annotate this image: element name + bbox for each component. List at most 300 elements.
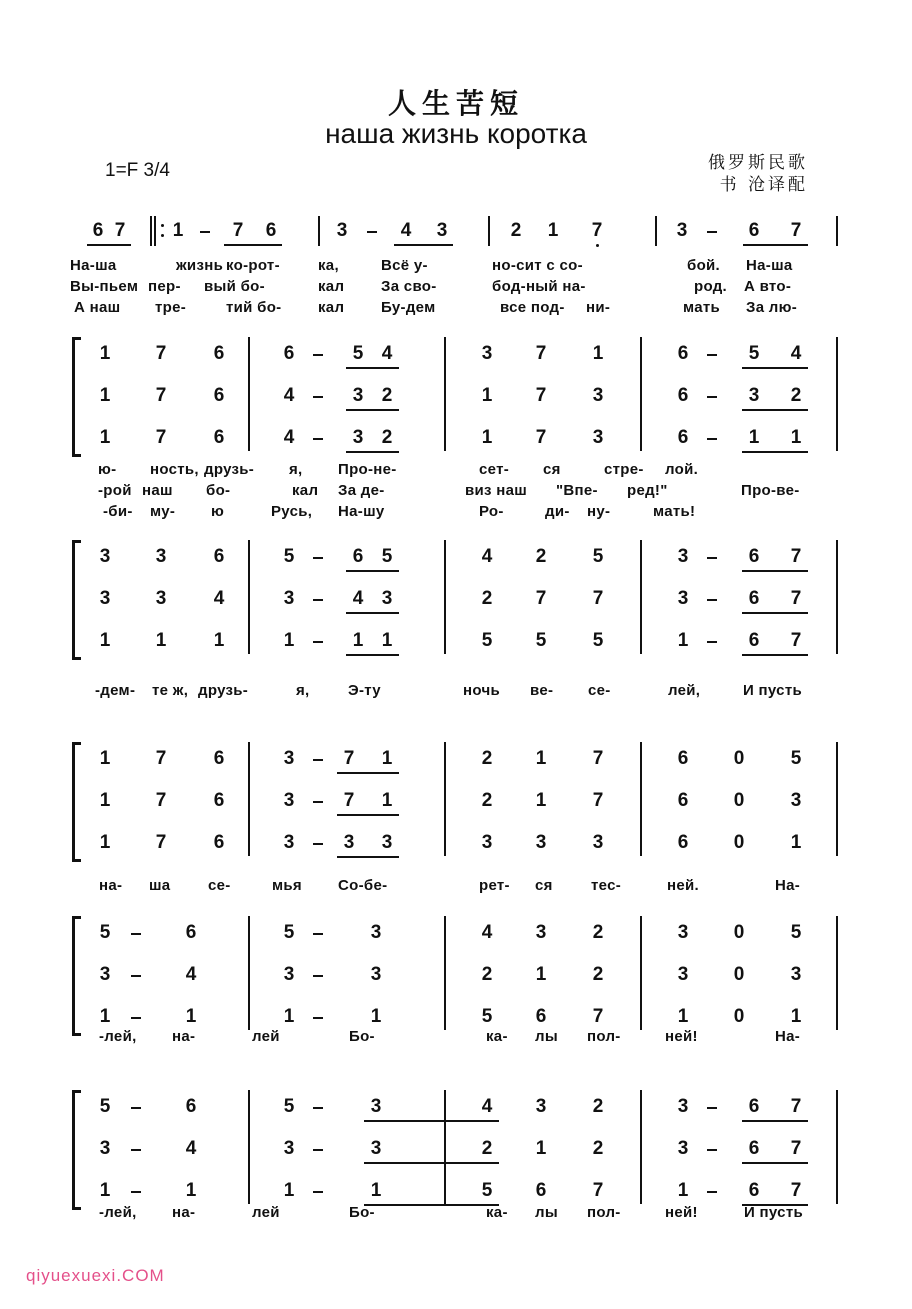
note: 3 [790,964,802,985]
lyric-word: ша [149,877,171,894]
note: 3 [336,220,348,241]
note: 1 [790,832,802,853]
system-brace [72,337,81,457]
lyric-word: лей [252,1028,280,1045]
note: 6 [748,1180,760,1201]
note: 1 [99,748,111,769]
lyric-word: тес- [591,877,622,894]
barline [444,337,446,451]
note: 2 [481,1138,493,1159]
song-title-russian: наша жизнь коротка [325,118,587,149]
note: 3 [677,588,689,609]
sustain-dash [707,641,717,643]
barline [444,916,446,1030]
lyric-word: "Впе- [556,482,598,499]
note: 3 [592,832,604,853]
lyric-word: кал [318,278,345,295]
note: 7 [790,220,802,241]
note: 3 [370,1096,382,1117]
note: 1 [535,1138,547,1159]
lyric-word: Русь, [271,503,313,520]
note: 1 [790,427,802,448]
note: 2 [592,922,604,943]
note: 3 [99,588,111,609]
note: 1 [677,630,689,651]
sustain-dash [313,354,323,356]
lyric-word: на- [172,1204,196,1221]
note: 6 [677,385,689,406]
note: 1 [213,630,225,651]
note: 6 [748,630,760,651]
lyric-word: Бо- [349,1028,375,1045]
lyric-word: кал [318,299,345,316]
sustain-dash [707,557,717,559]
note: 3 [283,588,295,609]
note: 5 [790,922,802,943]
beam-underline [742,1120,808,1122]
sustain-dash [313,557,323,559]
note: 1 [370,1006,382,1027]
lyric-word: На- [775,1028,801,1045]
sustain-dash [707,438,717,440]
note: 1 [185,1180,197,1201]
lyric-word: Э-ту [348,682,381,699]
lyric-word: На-ша [746,257,793,274]
sustain-dash [313,1191,323,1193]
sustain-dash [707,1107,717,1109]
note: 4 [481,1096,493,1117]
lyric-word: На-шу [338,503,385,520]
lyric-word: все под- [500,299,565,316]
lyric-word: На-ша [70,257,117,274]
note: 2 [481,588,493,609]
note: 4 [481,546,493,567]
note: 1 [185,1006,197,1027]
note: 6 [265,220,277,241]
note: 7 [790,1138,802,1159]
lyric-word: А наш [74,299,121,316]
lyric-word: ночь [463,682,500,699]
lyric-word: Со-бе- [338,877,388,894]
note: 5 [352,343,364,364]
note: 2 [790,385,802,406]
lyric-word: бой. [687,257,721,274]
sustain-dash [313,1017,323,1019]
lyric-word: Про-ве- [741,482,800,499]
barline [248,916,250,1030]
barline [318,216,320,246]
lyric-word: я, [296,682,310,699]
note: 7 [790,1180,802,1201]
sustain-dash [313,641,323,643]
note: 3 [790,790,802,811]
lyric-word: пер- [148,278,181,295]
note: 3 [381,588,393,609]
system-brace [72,1090,81,1210]
lyric-word: тре- [155,299,187,316]
note: 3 [677,546,689,567]
note: 3 [535,832,547,853]
note: 7 [155,832,167,853]
note: 1 [99,385,111,406]
note: 7 [155,385,167,406]
note: 0 [733,748,745,769]
note: 4 [283,385,295,406]
lyric-word: ю- [98,461,117,478]
note: 7 [790,630,802,651]
lyric-word: лы [535,1204,558,1221]
note: 3 [370,964,382,985]
lyric-word: -рой [98,482,132,499]
note: 3 [677,964,689,985]
note: 2 [481,748,493,769]
barline [488,216,490,246]
lyric-word: ка- [486,1028,508,1045]
beam-underline [742,451,808,453]
lyric-word: лой. [665,461,699,478]
note: 5 [283,1096,295,1117]
lyric-word: И пусть [744,1204,803,1221]
lyric-word: кал [292,482,319,499]
beam-underline [743,244,808,246]
sustain-dash [313,1107,323,1109]
beam-underline [87,244,131,246]
lyric-word: ся [543,461,561,478]
note: 7 [535,427,547,448]
barline [248,1090,250,1204]
credit-origin: 俄罗斯民歌 [708,153,808,173]
note: 6 [213,343,225,364]
note: 1 [381,630,393,651]
sustain-dash [707,231,717,233]
note: 7 [592,748,604,769]
note: 4 [400,220,412,241]
beam-underline [337,814,399,816]
song-title-chinese: 人生苦短 [387,87,524,120]
note: 2 [481,790,493,811]
lyric-word: пол- [587,1028,621,1045]
note: 1 [99,427,111,448]
beam-underline [346,570,399,572]
note: 5 [481,1180,493,1201]
lyric-word: ди- [545,503,570,520]
note: 3 [155,546,167,567]
note: 3 [99,964,111,985]
lyric-word: мать! [653,503,696,520]
note: 4 [381,343,393,364]
note: 1 [172,220,184,241]
lyric-word: -лей, [99,1204,137,1221]
note: 1 [381,748,393,769]
credit-translator: 书 沧译配 [719,175,808,195]
note: 4 [185,1138,197,1159]
note: 3 [676,220,688,241]
beam-underline [364,1204,499,1206]
note: 7 [790,546,802,567]
note: 2 [381,385,393,406]
note: 6 [677,832,689,853]
note: 2 [510,220,522,241]
watermark: qiyuexuexi.COM [26,1266,165,1285]
note: 5 [99,1096,111,1117]
lyric-word: ка- [486,1204,508,1221]
lyric-word: друзь- [198,682,249,699]
barline [836,337,838,451]
note: 0 [733,1006,745,1027]
note: 0 [733,790,745,811]
note: 4 [185,964,197,985]
beam-underline [742,1162,808,1164]
barline [248,337,250,451]
note: 1 [481,427,493,448]
system-brace [72,742,81,862]
note: 7 [535,588,547,609]
note: 3 [481,343,493,364]
note: 6 [677,748,689,769]
barline [248,742,250,856]
sustain-dash [313,801,323,803]
lyric-word: -дем- [95,682,136,699]
lyric-word: на- [172,1028,196,1045]
lyric-word: рет- [479,877,510,894]
sustain-dash [313,843,323,845]
beam-underline [742,612,808,614]
note: 7 [343,790,355,811]
barline [444,540,446,654]
note: 3 [352,385,364,406]
note: 3 [535,1096,547,1117]
note: 6 [677,427,689,448]
lyric-word: ну- [587,503,611,520]
note: 1 [748,427,760,448]
note: 7 [114,220,126,241]
note: 3 [436,220,448,241]
lyric-word: -би- [103,503,133,520]
note: 2 [592,1138,604,1159]
note: 1 [535,790,547,811]
note: 1 [155,630,167,651]
note: 6 [748,1096,760,1117]
note: 1 [535,964,547,985]
note: 6 [92,220,104,241]
note: 6 [213,748,225,769]
lyric-word: На- [775,877,801,894]
sustain-dash [707,354,717,356]
system-brace [72,916,81,1036]
sustain-dash [131,1149,141,1151]
note: 5 [748,343,760,364]
sustain-dash [131,933,141,935]
note: 6 [283,343,295,364]
repeat-dot [161,224,164,227]
note: 3 [352,427,364,448]
note: 1 [677,1006,689,1027]
note: 5 [283,546,295,567]
note: 1 [99,343,111,364]
lyric-word: ни- [586,299,611,316]
note: 3 [592,385,604,406]
note: 3 [381,832,393,853]
note: 1 [283,1006,295,1027]
beam-underline [364,1120,499,1122]
note: 3 [99,1138,111,1159]
note: 7 [535,343,547,364]
system-brace [72,540,81,660]
note: 3 [370,922,382,943]
key-signature: 1=F 3/4 [105,160,170,181]
note: 1 [352,630,364,651]
sustain-dash [313,396,323,398]
note: 6 [535,1180,547,1201]
note: 1 [99,832,111,853]
lyric-word: наш [142,482,173,499]
beam-underline [337,772,399,774]
lyric-word: лы [535,1028,558,1045]
lyric-word: жизнь [176,257,224,274]
lyric-word: род. [694,278,728,295]
note: 3 [99,546,111,567]
lyric-word: ред!" [627,482,668,499]
note: 1 [99,630,111,651]
lyric-word: ко-рот- [226,257,280,274]
note: 1 [535,748,547,769]
barline [836,540,838,654]
note: 6 [677,343,689,364]
note: 6 [748,220,760,241]
note: 3 [748,385,760,406]
note: 2 [481,964,493,985]
note: 7 [343,748,355,769]
sustain-dash [313,599,323,601]
note: 2 [535,546,547,567]
lyric-word: ка, [318,257,339,274]
barline [248,540,250,654]
note: 7 [535,385,547,406]
note: 6 [677,790,689,811]
note: 1 [283,1180,295,1201]
note: 1 [481,385,493,406]
note: 5 [535,630,547,651]
note: 1 [381,790,393,811]
note: 7 [155,790,167,811]
beam-underline [346,409,399,411]
note: 6 [185,1096,197,1117]
octave-dot [596,244,599,247]
barline [836,742,838,856]
note: 3 [535,922,547,943]
lyric-word: И пусть [743,682,802,699]
lyric-word: друзь- [204,461,255,478]
sustain-dash [313,975,323,977]
note: 6 [748,1138,760,1159]
sustain-dash [313,438,323,440]
sustain-dash [200,231,210,233]
sustain-dash [707,1149,717,1151]
note: 5 [592,546,604,567]
repeat-dot [161,234,164,237]
note: 5 [99,922,111,943]
lyric-word: Ро- [479,503,504,520]
lyric-word: За лю- [746,299,798,316]
note: 1 [99,1180,111,1201]
lyric-word: но-сит с со- [492,257,583,274]
note: 6 [185,922,197,943]
barline [836,216,838,246]
lyric-word: лей, [668,682,701,699]
sustain-dash [131,1191,141,1193]
beam-underline [346,451,399,453]
note: 0 [733,832,745,853]
note: 3 [592,427,604,448]
beam-underline [742,570,808,572]
note: 3 [677,1138,689,1159]
note: 1 [677,1180,689,1201]
note: 1 [547,220,559,241]
lyric-word: За де- [338,482,385,499]
note: 7 [591,220,603,241]
barline [836,916,838,1030]
note: 3 [283,832,295,853]
lyric-word: бод-ный на- [492,278,586,295]
lyric-word: Вы-пьем [70,278,139,295]
note: 7 [790,588,802,609]
beam-underline [346,367,399,369]
beam-underline [364,1162,499,1164]
note: 6 [352,546,364,567]
beam-underline [742,367,808,369]
note: 7 [592,588,604,609]
barline [836,1090,838,1204]
sustain-dash [131,975,141,977]
lyric-word: ве- [530,682,554,699]
lyric-word: ность, [150,461,199,478]
sustain-dash [313,933,323,935]
lyric-word: мать [683,299,721,316]
note: 6 [213,832,225,853]
lyric-word: За сво- [381,278,437,295]
barline [444,742,446,856]
note: 4 [352,588,364,609]
lyric-word: -лей, [99,1028,137,1045]
lyric-word: пол- [587,1204,621,1221]
lyric-word: лей [252,1204,280,1221]
sustain-dash [707,599,717,601]
beam-underline [346,612,399,614]
note: 6 [748,588,760,609]
barline [640,916,642,1030]
barline [150,216,152,246]
note: 4 [213,588,225,609]
note: 7 [155,748,167,769]
note: 3 [343,832,355,853]
note: 0 [733,922,745,943]
lyric-word: ней! [665,1204,698,1221]
note: 4 [283,427,295,448]
barline [154,216,156,246]
lyric-word: я, [289,461,303,478]
lyric-word: стре- [604,461,644,478]
lyric-word: тий бо- [226,299,282,316]
note: 2 [592,964,604,985]
note: 7 [232,220,244,241]
lyric-word: се- [208,877,231,894]
note: 6 [213,546,225,567]
note: 7 [592,1006,604,1027]
note: 1 [592,343,604,364]
note: 1 [283,630,295,651]
lyric-word: сет- [479,461,510,478]
sustain-dash [131,1107,141,1109]
